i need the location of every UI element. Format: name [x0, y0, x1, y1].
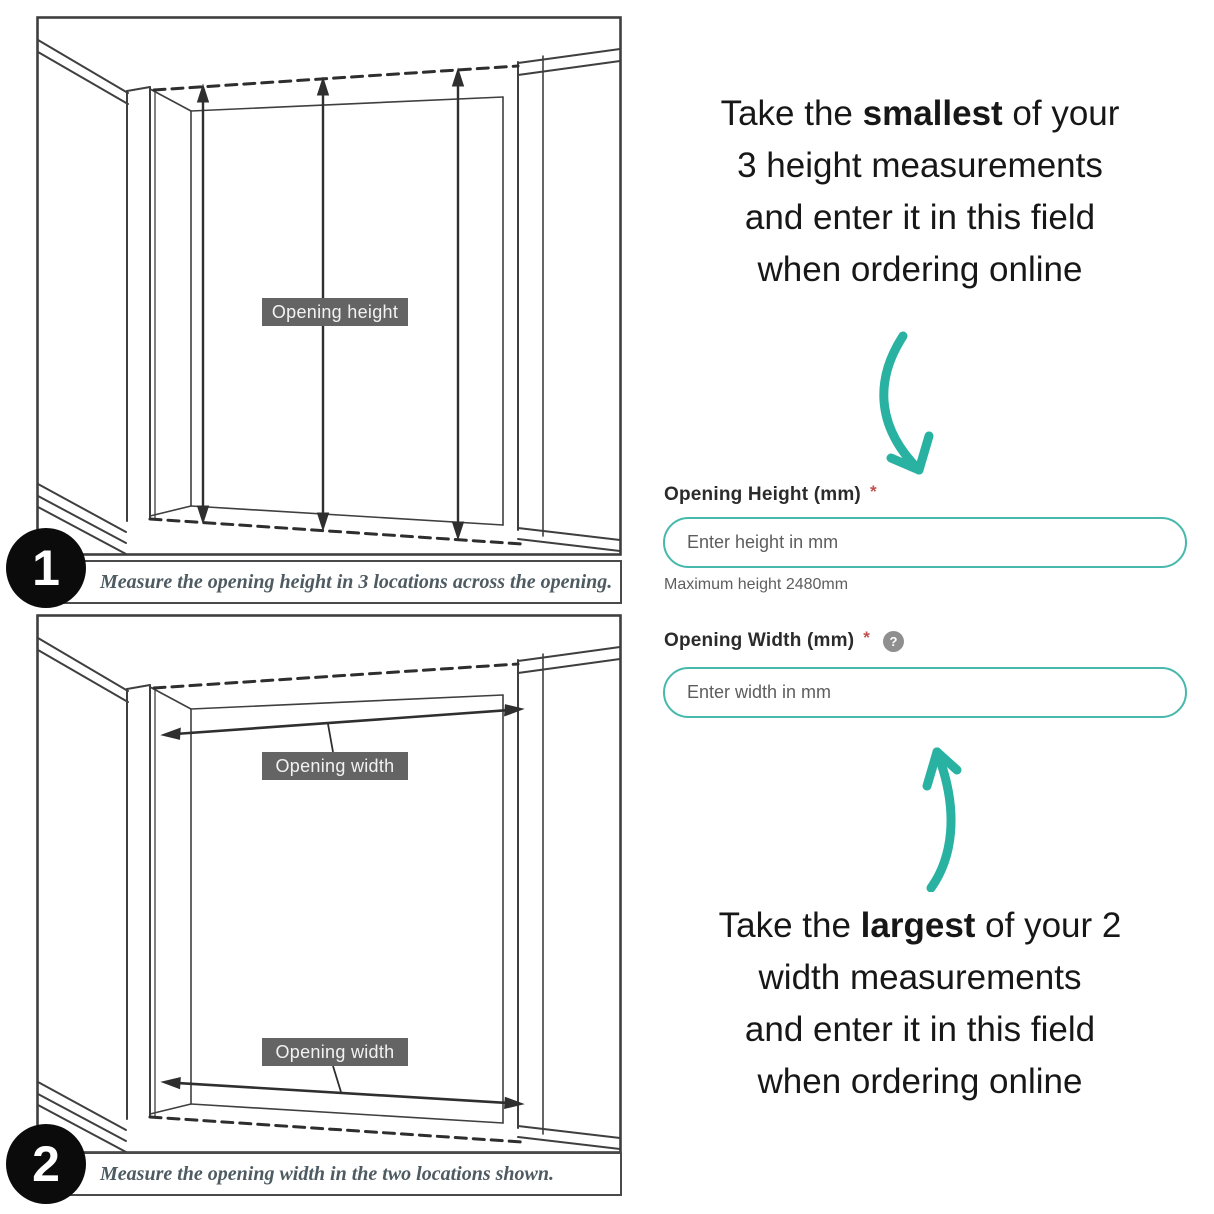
instruction-line: and enter it in this field — [744, 1010, 1096, 1049]
instruction-bold-word: largest — [860, 906, 976, 945]
instruction-line: 3 height measurements — [737, 146, 1103, 185]
width-instruction-text — [655, 900, 1185, 1108]
instruction-bold-word: smallest — [862, 94, 1003, 133]
step-1-badge: 1 — [6, 528, 86, 608]
opening-width-label-text: Opening Width (mm) — [664, 630, 855, 651]
height-instruction-text — [655, 88, 1185, 296]
diagram2-caption-box — [36, 1152, 622, 1196]
diagram2-caption: Measure the opening width in the two locations shown. — [100, 1162, 554, 1185]
instruction-line: when ordering online — [757, 1062, 1083, 1101]
instruction-line — [655, 900, 1185, 952]
required-asterisk: * — [869, 482, 877, 501]
max-height-helper-text: Maximum height 2480mm — [664, 576, 849, 593]
opening-width-label — [664, 630, 904, 652]
opening-width-badge-top: Opening width — [262, 752, 408, 780]
help-icon[interactable]: ? — [883, 631, 904, 652]
instruction-text: Take the — [720, 94, 863, 133]
opening-width-input[interactable] — [663, 667, 1187, 718]
diagram1-caption-box — [36, 560, 622, 604]
opening-height-label-text: Opening Height (mm) — [664, 484, 861, 505]
opening-height-input[interactable] — [663, 517, 1187, 568]
instruction-line: when ordering online — [757, 250, 1083, 289]
room-drawing-width — [36, 614, 622, 1154]
instruction-line: and enter it in this field — [744, 198, 1096, 237]
diagram1-caption: Measure the opening height in 3 locations across the opening. — [100, 570, 613, 593]
instruction-line — [655, 88, 1185, 140]
instruction-line: width measurements — [758, 958, 1082, 997]
room-outline — [38, 18, 621, 555]
instruction-text: Take the — [718, 906, 861, 945]
room-outline — [38, 616, 621, 1153]
opening-height-label — [664, 484, 877, 506]
opening-width-badge-bottom: Opening width — [262, 1038, 408, 1066]
required-asterisk: * — [863, 628, 871, 647]
opening-width-diagram — [32, 614, 622, 1214]
curved-arrow-down-icon — [853, 330, 963, 482]
curved-arrow-up-icon — [885, 740, 985, 892]
room-drawing-height — [36, 16, 622, 556]
instruction-text: of your 2 — [975, 906, 1122, 945]
step-2-badge: 2 — [6, 1124, 86, 1204]
opening-height-diagram — [32, 16, 622, 624]
opening-height-badge: Opening height — [262, 298, 408, 326]
instruction-text: of your — [1002, 94, 1120, 133]
